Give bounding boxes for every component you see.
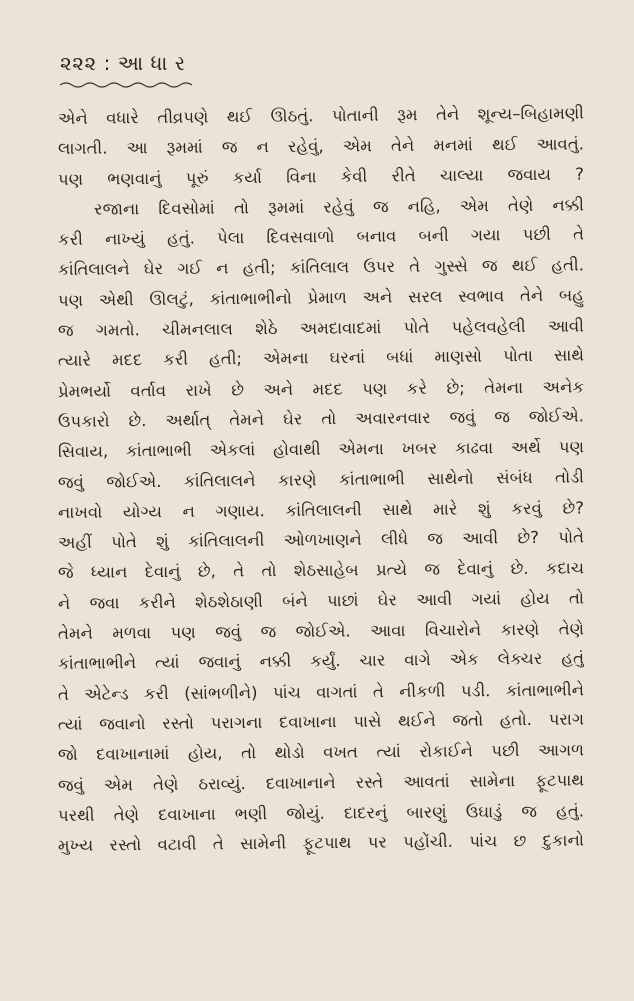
text-line: કાંતિલાલને ઘેર ગઈ ન હતી; કાંતિલાલ ઉપર તે ગુસ્સે જ થઈ હતી. bbox=[57, 255, 585, 280]
text-line: અહીં પોતે શું કાંતિલાલની ઓળખાણને લીધે જ આવી છે? પોતે bbox=[57, 527, 585, 553]
text-line: રજાના દિવસોમાં તો રૂમમાં રહેવું જ નહિ, એમ તેણે નક્કી bbox=[93, 195, 585, 219]
text-line: નાખવો યોગ્ય ન ગણાય. કાંતિલાલની સાથે મારે શું કરવું છે? bbox=[57, 498, 585, 522]
text-line: ત્યાં જવાનો રસ્તો પરાગના દવાખાના પાસે થઈને જતો હતો. પરાગ bbox=[57, 709, 585, 734]
text-line: જવું જોઈએ. કાંતિલાલને કારણે કાંતાભાભી સાથેનો સંબંધ તોડી bbox=[57, 467, 585, 492]
text-line: પણ ભણવાનું પૂરું કર્યા વિના કેવી રીતે ચાલ્યા જવાય ? bbox=[57, 164, 585, 189]
text-line: મુખ્ય રસ્તો વટાવી તે સામેની ફૂટપાથ પર પહોંચી. પાંચ છ દુકાનો bbox=[57, 830, 585, 856]
running-header bbox=[60, 50, 584, 76]
text-line: લાગતી. આ રૂમમાં જ ન રહેવું, એમ તેને મનમાં થઈ આવતું. bbox=[57, 134, 585, 159]
text-line: સિવાય, કાંતાભાભી એકલાં હોવાથી એમના ખબર કાઢવા અર્થે પણ bbox=[57, 437, 585, 462]
text-line: જ ગમતો. ચીમનલાલ શેઠે અમદાવાદમાં પોતે પહેલવહેલી આવી bbox=[57, 316, 585, 341]
text-line: જવું એમ તેણે ઠરાવ્યું. દવાખાનાને રસ્તે આવતાં સામેના ફૂટપાથ bbox=[57, 770, 585, 795]
header-separator: : bbox=[103, 51, 111, 75]
text-line: તેમને મળવા પણ જવું જ જોઈએ. આવા વિચારોને કારણે તેણે bbox=[57, 619, 585, 644]
text-line: કાંતાભાભીને ત્યાં જવાનું નક્કી કર્યું. ચાર વાગે એક લેક્ચર હતું bbox=[57, 648, 585, 674]
text-line: એને વધારે તીવ્રપણે થઈ ઊઠતું. પોતાની રૂમ તેને શૂન્ય–બિહામણી bbox=[57, 103, 585, 128]
text-line: ને જવા કરીને શેઠશેઠાણી બંને પાછાં ઘેર આવી ગયાં હોય તો bbox=[57, 588, 585, 613]
text-line: જો દવાખાનામાં હોય, તો થોડો વખત ત્યાં રોકાઈને પછી આગળ bbox=[57, 740, 585, 765]
text-line: ત્યારે મદદ કરી હતી; એમના ઘરનાં બધાં માણસો પોતા સાથે bbox=[57, 345, 585, 371]
wavy-underline bbox=[58, 80, 196, 90]
chapter-title: આ ધા ર bbox=[117, 51, 186, 75]
text-line: પરથી તેણે દવાખાના ભણી જોયું. દાદરનું બારણું ઉઘાડું જ હતું. bbox=[57, 801, 585, 825]
text-line: તે એટેન્ડ કરી (સાંભળીને) પાંચ વાગતાં તે નીકળી પડી. કાંતાભાભીને bbox=[57, 680, 585, 704]
page-number: ૨૨૨ bbox=[60, 51, 97, 75]
text-line: જે ધ્યાન દેવાનું છે, તે તો શેઠસાહેબ પ્રત્યે જ દેવાનું છે. કદાચ bbox=[57, 558, 585, 583]
text-line: પણ એથી ઊલટું, કાંતાભાભીનો પ્રેમાળ અને સરલ સ્વભાવ તેને બહુ bbox=[57, 285, 585, 310]
text-line: ઉપકારો છે. અર્થાત્ તેમને ઘેર તો અવારનવાર જવું જ જોઈએ. bbox=[57, 406, 585, 431]
text-line: કરી નાખ્યું હતું. પેલા દિવસવાળો બનાવ બની ગયા પછી તે bbox=[57, 224, 585, 250]
body-text bbox=[58, 104, 584, 861]
text-line: પ્રેમભર્યો વર્તાવ રાખે છે અને મદદ પણ કરે છે; તેમના અનેક bbox=[57, 377, 585, 401]
